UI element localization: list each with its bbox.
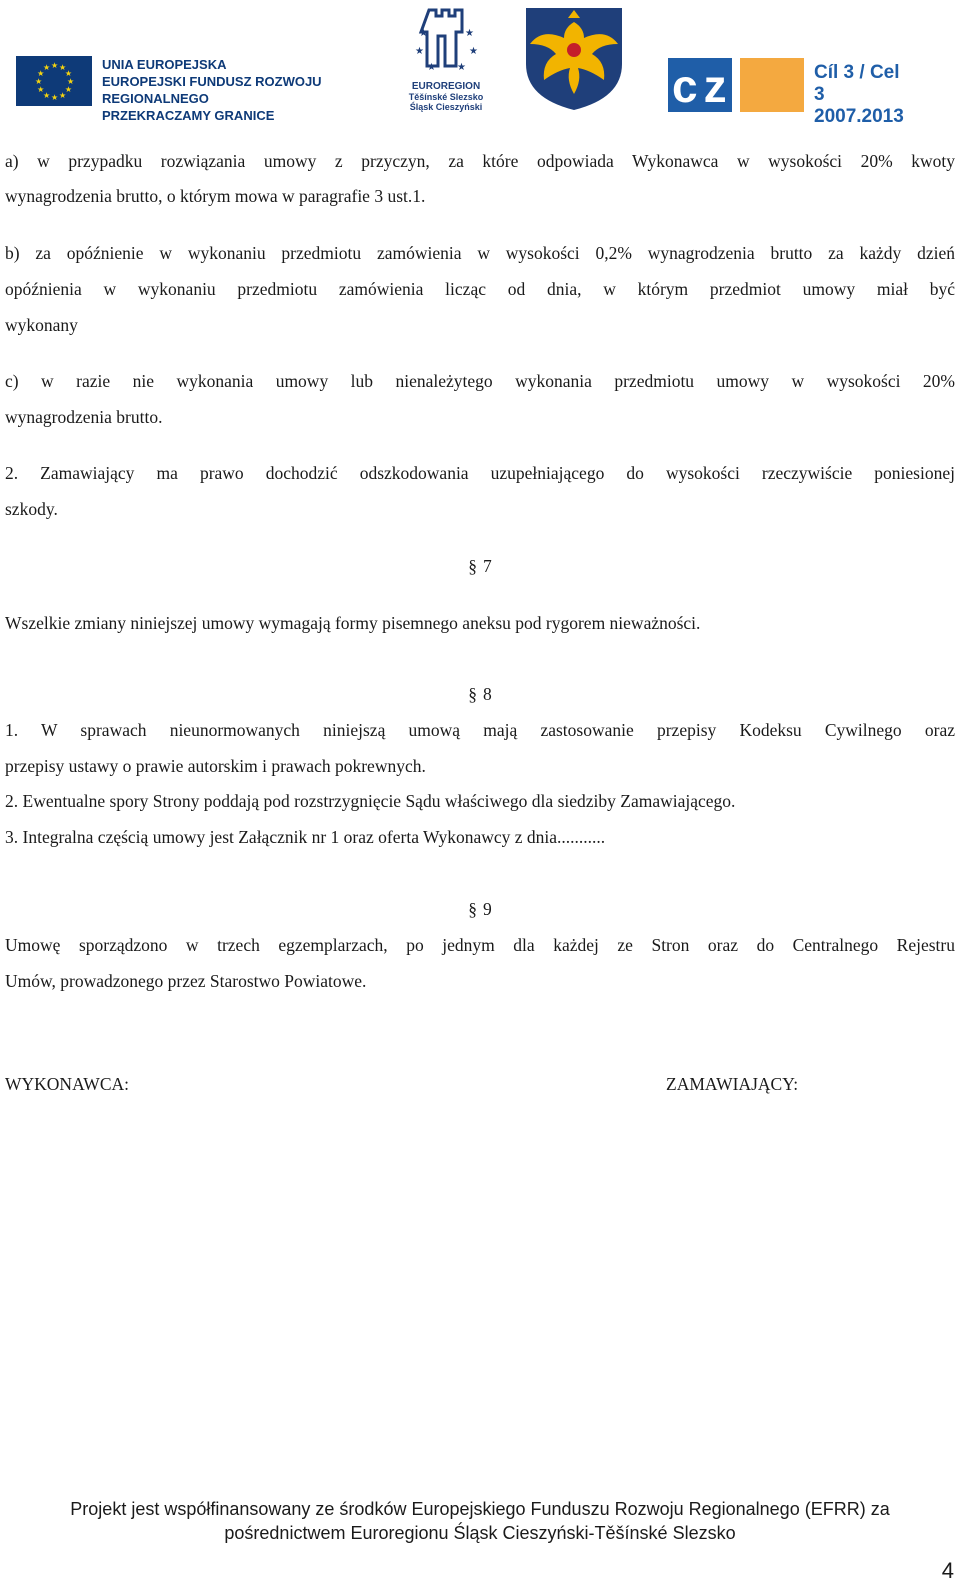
svg-text:★: ★	[465, 28, 474, 39]
section-number: 9	[483, 899, 492, 919]
section-9-line-1: Umowę sporządzono w trzech egzemplarzach, po jednym dla każdej ze Stron oraz do Centralnego Rejestru	[5, 935, 955, 955]
pl-tile	[740, 58, 804, 112]
section-mark: §	[468, 899, 477, 919]
eu-flag-icon	[16, 56, 92, 106]
para-c-line-1: c) w razie nie wykonania umowy lub nienależytego wykonania przedmiotu umowy w wysokości 20%	[5, 371, 955, 391]
czpl-brand: cz pl	[672, 60, 733, 164]
page-number: 4	[941, 1558, 954, 1583]
eu-star: ★	[37, 69, 45, 78]
para-b-line-2: opóźnienia w wykonaniu przedmiotu zamówienia licząc od dnia, w którym przedmiot umowy miał być	[5, 279, 955, 299]
section-9-heading	[0, 898, 960, 920]
footer-line-1: Projekt jest współfinansowany ze środków Europejskiego Funduszu Rozwoju Regionalnego (EFRR) za	[70, 1499, 890, 1519]
para-c-line-2: wynagrodzenia brutto.	[5, 407, 163, 427]
section-mark: §	[468, 684, 477, 704]
euroregion-logo	[405, 6, 487, 114]
signature-contractor: WYKONAWCA:	[5, 1074, 129, 1094]
eagle-crest-icon	[522, 4, 626, 112]
eu-star: ★	[43, 63, 51, 73]
euroregion-title: EUROREGION	[411, 81, 481, 92]
eu-star: ★	[67, 77, 75, 86]
eu-star: ★	[59, 90, 67, 100]
signature-client: ZAMAWIAJĄCY:	[666, 1074, 799, 1094]
eu-logo-line-1: UNIA EUROPEJSKA	[102, 57, 227, 72]
czpl-line-2: 2007.2013	[814, 106, 904, 127]
castle-stars-icon	[405, 6, 487, 76]
svg-text:★: ★	[419, 28, 428, 39]
czpl-logo	[668, 58, 912, 164]
coat-of-arms	[522, 4, 626, 117]
footer-line-2: pośrednictwem Euroregionu Śląsk Cieszyński-Těšínské Slezsko	[224, 1523, 736, 1543]
eu-star: ★	[64, 85, 73, 94]
eu-star: ★	[43, 90, 51, 100]
section-9-line-2: Umów, prowadzonego przez Starostwo Powiatowe.	[5, 971, 367, 991]
para-2-line-2: szkody.	[5, 499, 58, 519]
para-b-line-1: b) za opóźnienie w wykonaniu przedmiotu zamówienia w wysokości 0,2% wynagrodzenia brutto za każdy dzień	[5, 243, 955, 263]
eu-star: ★	[51, 61, 59, 70]
para-b-line-3: wykonany	[5, 315, 78, 335]
section-8-p1-line-2: przepisy ustawy o prawie autorskim i prawach pokrewnych.	[5, 756, 426, 776]
svg-text:★: ★	[457, 62, 466, 73]
section-8-p2: 2. Ewentualne spory Strony poddają pod rozstrzygnięcie Sądu właściwego dla siedziby Zamawiającego.	[5, 791, 736, 811]
svg-text:★: ★	[469, 46, 478, 57]
eu-logo-line-2: EUROPEJSKI FUNDUSZ ROZWOJU REGIONALNEGO	[102, 74, 322, 106]
eu-star: ★	[64, 69, 73, 78]
section-8-heading	[0, 683, 960, 705]
section-7-heading	[0, 555, 960, 577]
svg-text:★: ★	[415, 46, 424, 57]
section-mark: §	[468, 556, 477, 576]
euroregion-pl: Śląsk Cieszyński	[409, 102, 483, 112]
para-a-line-1: a) w przypadku rozwiązania umowy z przyczyn, za które odpowiada Wykonawca w wysokości 20% kwoty	[5, 151, 955, 171]
para-a-line-2: wynagrodzenia brutto, o którym mowa w paragrafie 3 ust.1.	[5, 186, 426, 206]
eu-star: ★	[59, 63, 67, 73]
section-number: 8	[483, 684, 492, 704]
eu-star: ★	[37, 85, 45, 94]
section-8-p3: 3. Integralna częścią umowy jest Załącznik nr 1 oraz oferta Wykonawcy z dnia...........	[5, 827, 606, 847]
section-number: 7	[483, 556, 492, 576]
svg-text:★: ★	[427, 62, 436, 73]
para-2-line-1: 2. Zamawiający ma prawo dochodzić odszkodowania uzupełniającego do wysokości rzeczywiście poniesionej	[5, 463, 955, 483]
czpl-line-1: Cíl 3 / Cel 3	[814, 62, 900, 105]
eu-star: ★	[51, 93, 59, 102]
section-7-text: Wszelkie zmiany niniejszej umowy wymagają formy pisemnego aneksu pod rygorem nieważności.	[5, 613, 701, 633]
section-8-p1-line-1: 1. W sprawach nieunormowanych niniejszą umową mają zastosowanie przepisy Kodeksu Cywilnego oraz	[5, 720, 955, 740]
eu-star: ★	[35, 77, 43, 86]
euroregion-cz: Těšínské Slezsko	[408, 92, 484, 102]
eu-logo-line-3: PRZEKRACZAMY GRANICE	[102, 108, 275, 123]
